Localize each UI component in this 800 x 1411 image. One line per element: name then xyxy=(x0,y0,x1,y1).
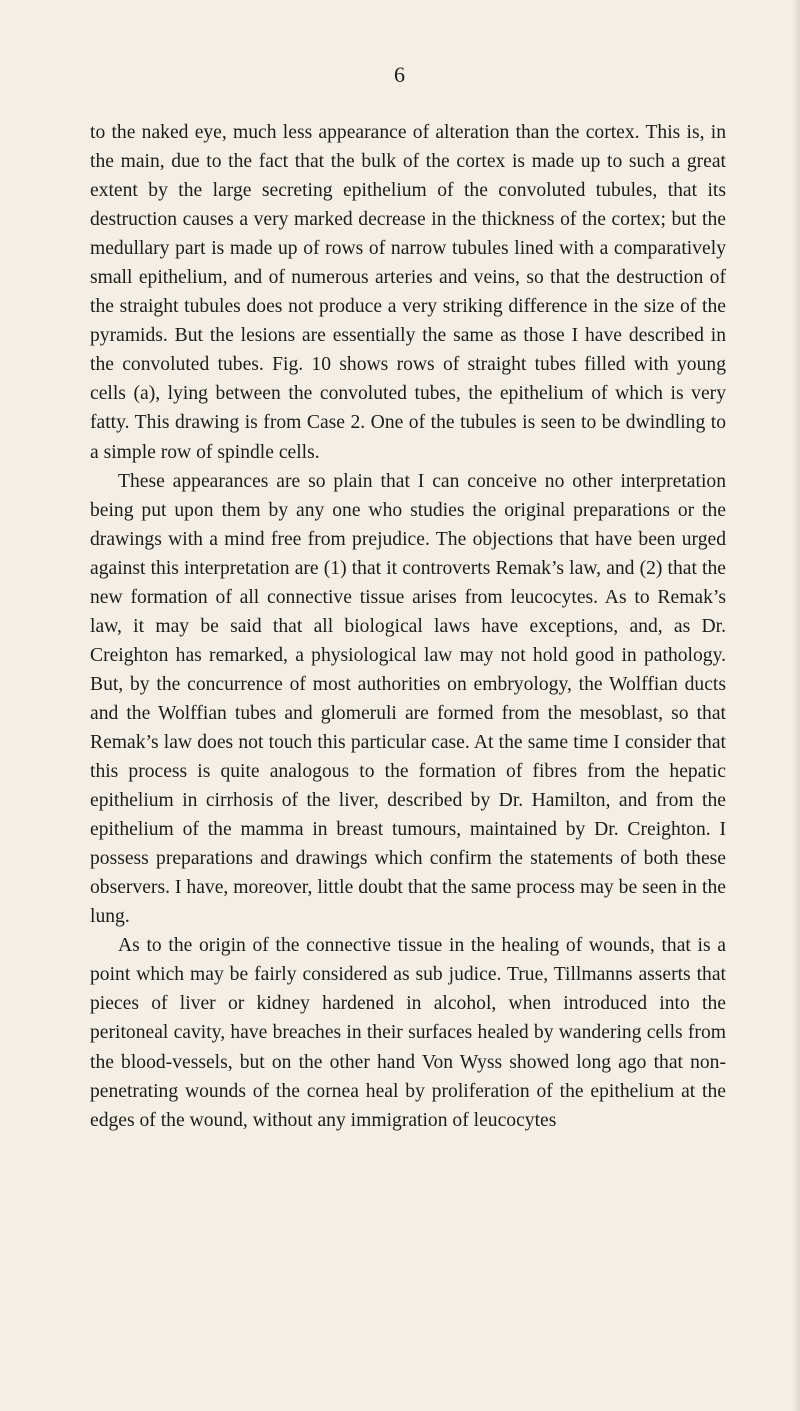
paragraph-1: to the naked eye, much less appearance of alteration than the cortex. This is, in the main, due to the fact that the bulk of the cortex is made up to such a great extent by the large secreting epithelium of the convoluted tubules, that its destruction causes a very marked decrease in the thickness of the cortex; but the medullary part is made up of rows of narrow tubules lined with a comparatively small epithelium, and of numerous arteries and veins, so that the destruction of the straight tubules does not produce a very striking difference in the size of the pyramids. But the lesions are essentially the same as those I have described in the convoluted tubes. Fig. 10 shows rows of straight tubes filled with young cells (a), lying between the convoluted tubes, the epithelium of which is very fatty. This drawing is from Case 2. One of the tubules is seen to be dwindling to a simple row of spindle cells. xyxy=(90,122,726,463)
page-number: 6 xyxy=(394,62,406,87)
page-edge-shadow xyxy=(792,0,800,1411)
paragraph-3: As to the origin of the connective tissue in the healing of wounds, that is a point which may be fairly considered as sub judice. True, Tillmanns asserts that pieces of liver or kidney hardened in alcohol, when introduced into the peritoneal cavity, have breaches in their surfaces healed by wandering cells from the blood-vessels, but on the other hand Von Wyss showed long ago that non-penetrating wounds of the cornea heal by proliferation of the epithelium at the edges of the wound, without any immigration of leucocytes xyxy=(90,935,726,1131)
body-text xyxy=(90,118,726,1135)
paragraph-2: These appearances are so plain that I can conceive no other interpretation being put upon them by any one who studies the original preparations or the drawings with a mind free from prejudice. The objections that have been urged against this interpretation are (1) that it controverts Remak’s law, and (2) that the new formation of all connective tissue arises from leucocytes. As to Remak’s law, it may be said that all biological laws have exceptions, and, as Dr. Creighton has remarked, a physiological law may not hold good in pathology. But, by the concurrence of most authorities on embryology, the Wolffian ducts and the Wolffian tubes and glomeruli are formed from the mesoblast, so that Remak’s law does not touch this particular case. At the same time I consider that this process is quite analogous to the formation of fibres from the hepatic epithelium in cirrhosis of the liver, described by Dr. Hamilton, and from the epithelium of the mamma in breast tumours, maintained by Dr. Creighton. I possess preparations and drawings which confirm the statements of both these observers. I have, moreover, little doubt that the same process may be seen in the lung. xyxy=(90,470,726,928)
